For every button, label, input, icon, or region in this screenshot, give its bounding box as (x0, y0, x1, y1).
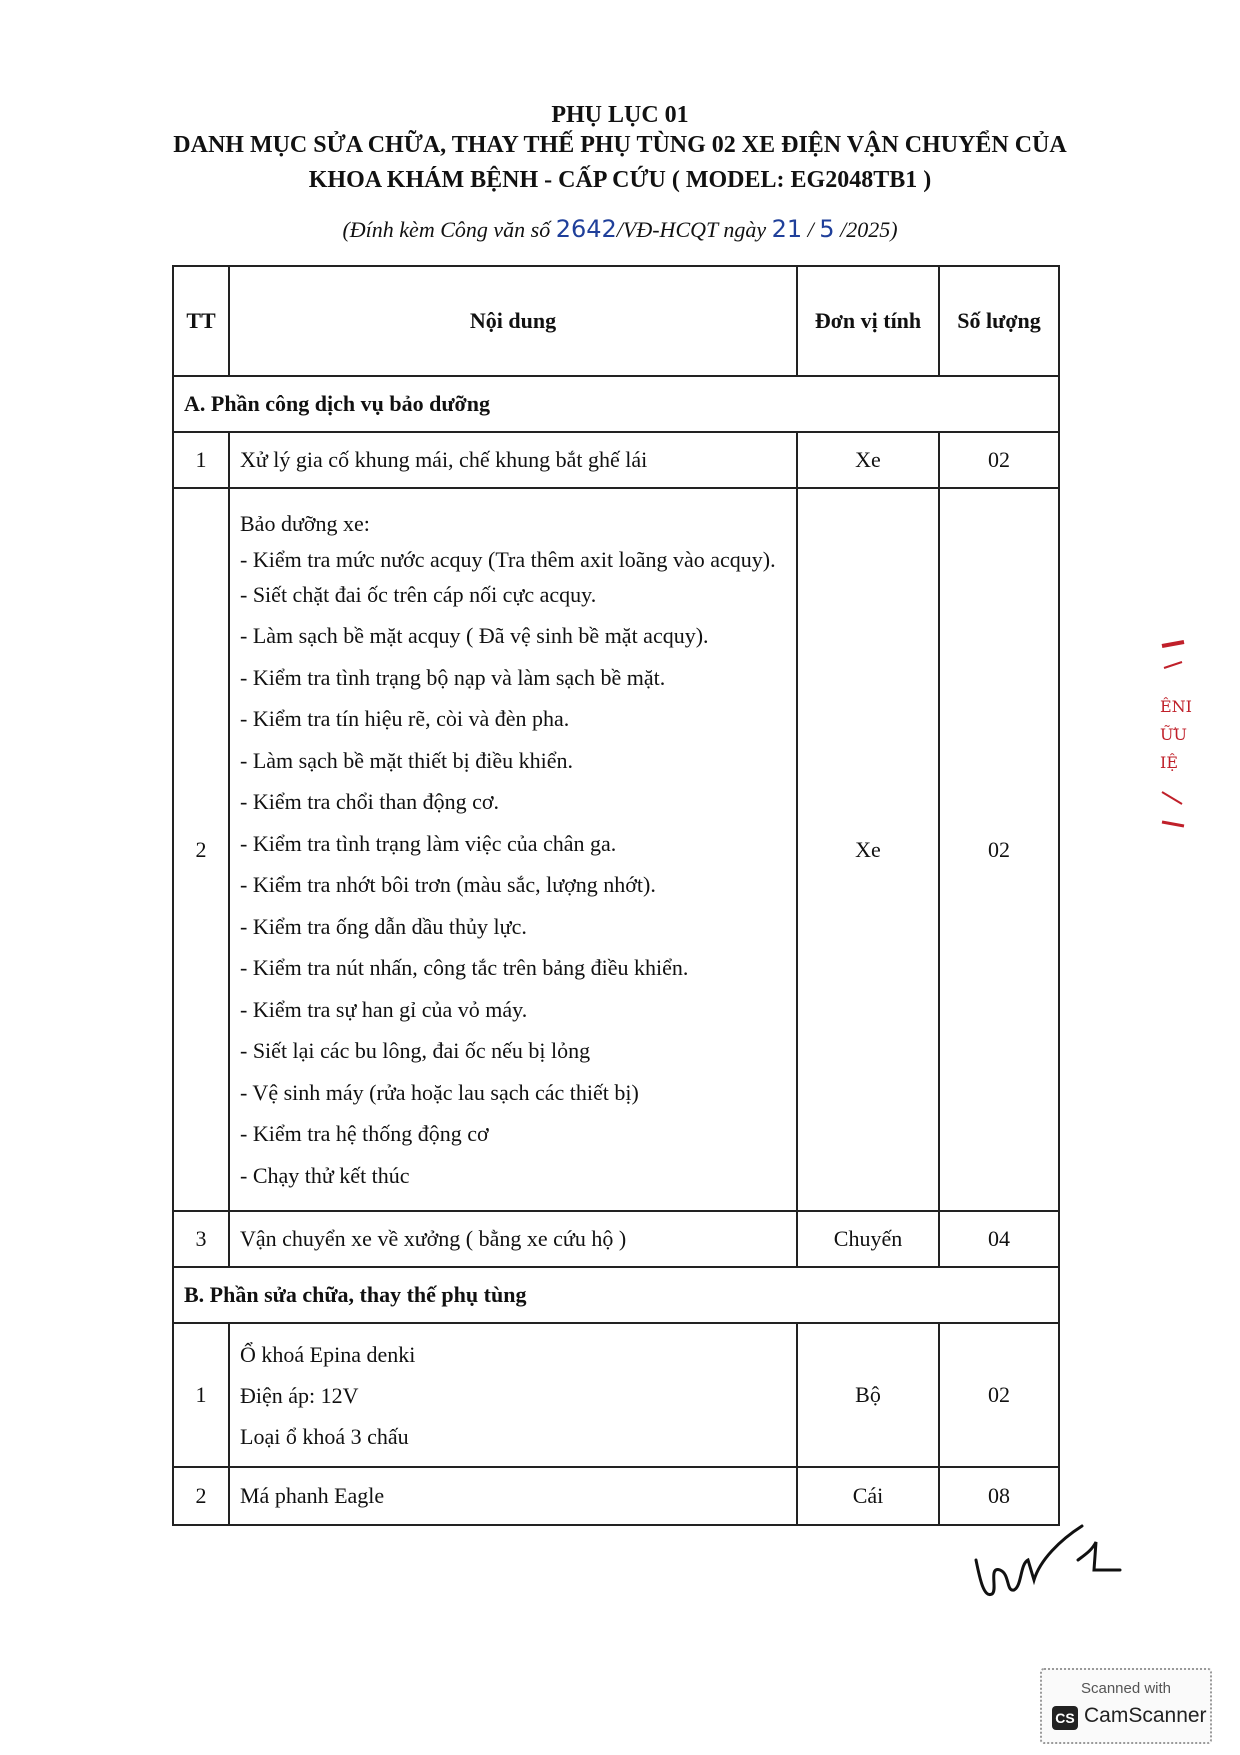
list-item: - Siết chặt đai ốc trên cáp nối cực acquy. (240, 581, 597, 607)
table-row (173, 432, 1059, 488)
cell-content: Má phanh Eagle (229, 1467, 797, 1525)
table-row (173, 488, 1059, 1211)
badge-brand-name: CamScanner (1084, 1704, 1207, 1727)
list-item: - Kiểm tra hệ thống động cơ (240, 1121, 489, 1146)
cell-content: Xử lý gia cố khung mái, chế khung bắt ghế lái (229, 432, 797, 488)
cell-qty: 02 (939, 488, 1059, 1211)
header-content: Nội dung (229, 266, 797, 376)
list-item: - Kiểm tra sự han gỉ của vỏ máy. (240, 996, 528, 1022)
section-a-row (173, 376, 1059, 432)
cell-content-lock-spec (229, 1323, 797, 1467)
section-b-title: B. Phần sửa chữa, thay thế phụ tùng (173, 1267, 1059, 1323)
cell-content-maintenance-list (229, 488, 797, 1211)
table-header-row (173, 266, 1059, 376)
cell-qty: 02 (939, 432, 1059, 488)
list-item: - Kiểm tra tình trạng làm việc của chân ga. (240, 830, 617, 856)
list-item: Bảo dưỡng xe: (240, 511, 370, 536)
date-sep: / (802, 217, 820, 242)
spec-line: Điện áp: 12V (240, 1382, 359, 1408)
repair-list-table (172, 265, 1060, 1526)
header-tt: TT (173, 266, 229, 376)
list-title-line-2: KHOA KHÁM BỆNH - CẤP CỨU ( MODEL: EG2048TB1 ) (308, 167, 932, 193)
cell-tt: 3 (173, 1211, 229, 1267)
spec-line: Ổ khoá Epina denki (240, 1341, 416, 1367)
camscanner-logo-icon: CS (1052, 1706, 1078, 1730)
badge-caption: Scanned with (1080, 1680, 1172, 1697)
list-item: - Làm sạch bề mặt thiết bị điều khiển. (240, 747, 573, 773)
cell-qty: 04 (939, 1211, 1059, 1267)
handwritten-month: 5 (819, 215, 835, 243)
list-item: - Kiểm tra ống dẫn dầu thủy lực. (240, 913, 527, 939)
header-unit: Đơn vị tính (797, 266, 939, 376)
list-item: - Chạy thử kết thúc (240, 1162, 410, 1188)
list-item: - Làm sạch bề mặt acquy ( Đã vệ sinh bề mặt acquy). (240, 623, 709, 648)
cell-unit: Chuyến (797, 1211, 939, 1267)
section-b-row (173, 1267, 1059, 1323)
table-row (173, 1323, 1059, 1467)
camscanner-badge (1040, 1668, 1212, 1744)
section-a-title: A. Phần công dịch vụ bảo dưỡng (173, 376, 1059, 432)
cell-content: Vận chuyển xe về xưởng ( bằng xe cứu hộ ) (229, 1211, 797, 1267)
cell-unit: Xe (797, 432, 939, 488)
spec-line: Loại ổ khoá 3 chấu (240, 1423, 409, 1449)
handwritten-doc-number: 2642 (555, 215, 617, 243)
list-item: - Siết lại các bu lông, đai ốc nếu bị lỏng (240, 1038, 591, 1063)
cell-tt: 1 (173, 432, 229, 488)
attach-mid: /VĐ-HCQT ngày (616, 217, 772, 242)
svg-text:ÊNI: ÊNI (1160, 697, 1192, 716)
svg-text:IỆ: IỆ (1160, 753, 1178, 772)
cell-tt: 2 (173, 1467, 229, 1525)
list-item: - Kiểm tra tín hiệu rẽ, còi và đèn pha. (240, 706, 570, 731)
attachment-reference (120, 215, 1120, 243)
appendix-title: PHỤ LỤC 01 (551, 102, 689, 128)
header-qty: Số lượng (939, 266, 1059, 376)
cell-qty: 02 (939, 1323, 1059, 1467)
list-item: - Kiểm tra chổi than động cơ. (240, 789, 500, 814)
attach-prefix: (Đính kèm Công văn số (342, 217, 556, 242)
cell-unit: Bộ (797, 1323, 939, 1467)
table-row (173, 1467, 1059, 1525)
table-row (173, 1211, 1059, 1267)
cell-qty: 08 (939, 1467, 1059, 1525)
list-item: - Kiểm tra nút nhấn, công tắc trên bảng điều khiển. (240, 955, 689, 980)
handwritten-day: 21 (771, 215, 803, 243)
cell-tt: 2 (173, 488, 229, 1211)
list-title-line-1: DANH MỤC SỬA CHỮA, THAY THẾ PHỤ TÙNG 02 XE ĐIỆN VẬN CHUYỂN CỦA (173, 132, 1067, 158)
red-stamp-fragment (1158, 640, 1192, 840)
list-item: - Kiểm tra tình trạng bộ nạp và làm sạch bề mặt. (240, 664, 666, 690)
handwritten-signature (970, 1520, 1130, 1600)
list-item: - Kiểm tra mức nước acquy (Tra thêm axit loãng vào acquy). (240, 546, 776, 572)
svg-text:ỮU: ỮU (1160, 725, 1187, 744)
cell-unit: Cái (797, 1467, 939, 1525)
list-item: - Kiểm tra nhớt bôi trơn (màu sắc, lượng nhớt). (240, 872, 656, 897)
list-item: - Vệ sinh máy (rửa hoặc lau sạch các thiết bị) (240, 1079, 639, 1105)
cell-unit: Xe (797, 488, 939, 1211)
cell-tt: 1 (173, 1323, 229, 1467)
year-suffix: /2025) (834, 217, 898, 242)
